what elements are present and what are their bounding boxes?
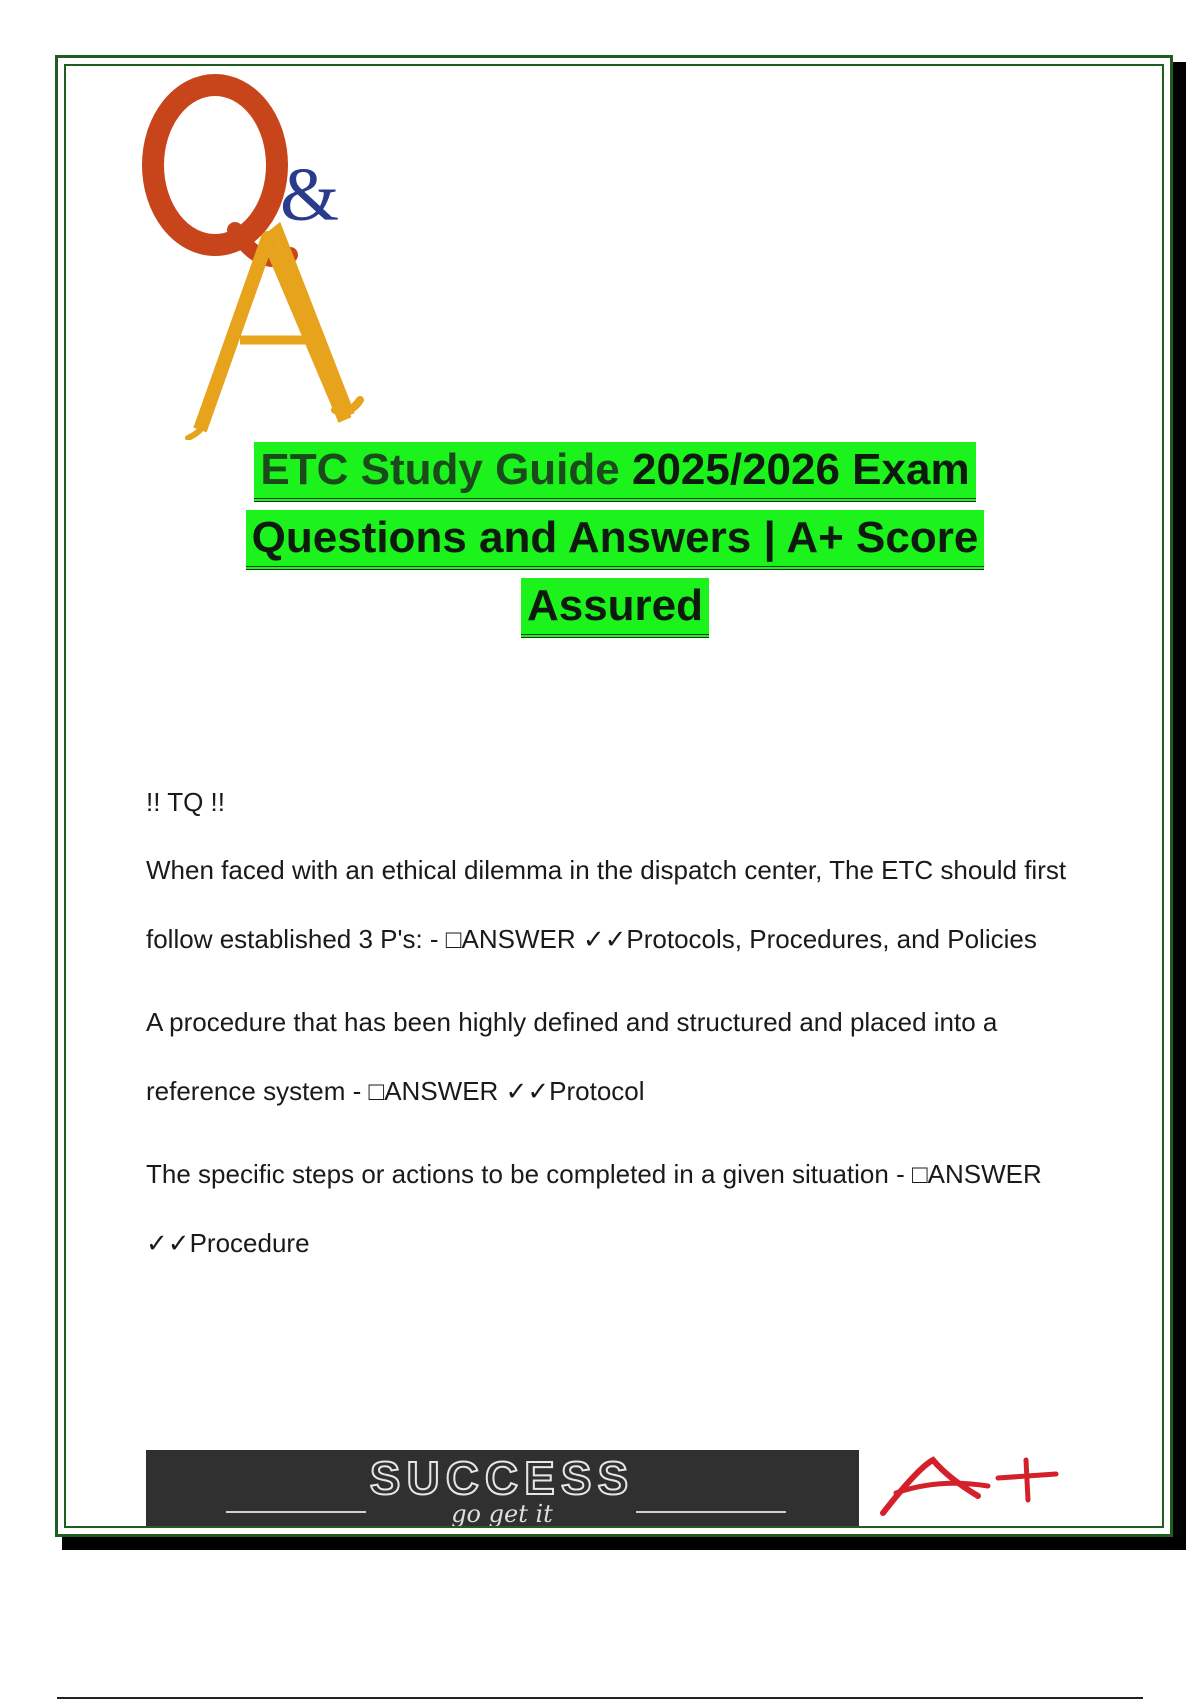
success-chalkboard-image [146,1450,859,1526]
qa-item [146,988,1096,1126]
answer-text: Procedure [189,1228,310,1258]
document-title [150,438,1080,642]
answer-marker: □ANSWER ✓✓ [445,924,627,954]
title-line-1 [254,442,975,502]
title-line-3: Assured [521,578,709,638]
title-part-b: 2025/2026 Exam [631,445,970,494]
qa-item [146,1140,1096,1278]
svg-text:&: & [280,153,340,237]
question-text: When faced with an ethical dilemma in the dispatch center, The ETC should first follow established 3 P's: - [146,855,1067,954]
chalkboard-title: SUCCESS [369,1452,635,1504]
answer-marker: □ANSWER ✓✓ [146,1159,1042,1258]
footer-rule [57,1697,1143,1699]
answer-text: Protocol [549,1076,645,1106]
title-part-a: ETC Study Guide [260,445,632,494]
chalkboard-subtitle: go get it [451,1500,553,1526]
qa-logo-icon [140,70,380,440]
a-plus-grade-icon [878,1448,1064,1522]
question-text: A procedure that has been highly defined and structured and placed into a reference system - [146,1007,998,1106]
qa-content [146,780,1096,1292]
question-text: The specific steps or actions to be completed in a given situation - [146,1159,912,1189]
answer-text: Protocols, Procedures, and Policies [626,924,1037,954]
qa-item [146,836,1096,974]
answer-marker: □ANSWER ✓✓ [368,1076,550,1106]
tq-heading: !! TQ !! [146,787,225,817]
title-line-2: Questions and Answers | A+ Score [246,510,985,570]
